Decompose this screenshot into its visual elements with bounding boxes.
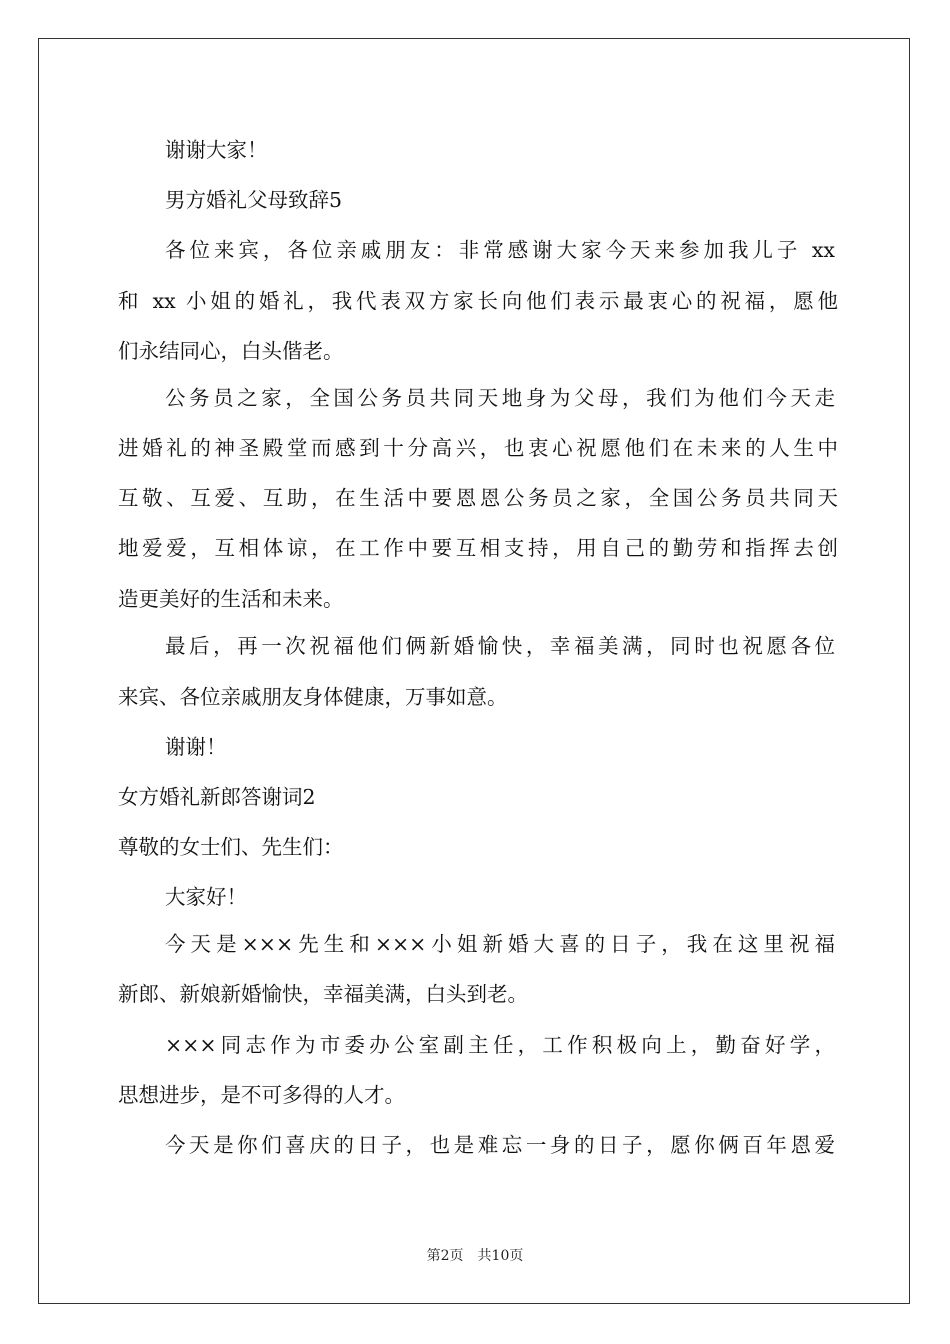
page-total: 共10页 [477,1248,524,1264]
text-line: ×××同志作为市委办公室副主任，工作积极向上，勤奋好学， [165,1033,835,1057]
text-line: 们永结同心，白头偕老。 [118,339,344,363]
text-line: 各位来宾，各位亲戚朋友：非常感谢大家今天来参加我儿子 xx [165,238,835,262]
text-line: 和 xx 小姐的婚礼，我代表双方家长向他们表示最衷心的祝福，愿他 [118,289,838,313]
text-line: 地爱爱，互相体谅，在工作中要互相支持，用自己的勤劳和指挥去创 [118,536,838,560]
text-line: 思想进步，是不可多得的人才。 [118,1083,405,1107]
text-line: 今天是×××先生和×××小姐新婚大喜的日子，我在这里祝福 [165,932,835,956]
text-line: 尊敬的女士们、先生们： [118,835,344,859]
text-line: 互敬、互爱、互助，在生活中要恩恩公务员之家，全国公务员共同天 [118,486,838,510]
page-border [38,38,910,1304]
section-heading: 男方婚礼父母致辞5 [165,188,343,212]
text-line: 来宾、各位亲戚朋友身体健康，万事如意。 [118,685,508,709]
text-line: 新郎、新娘新婚愉快，幸福美满，白头到老。 [118,982,528,1006]
text-line: 公务员之家，全国公务员共同天地身为父母，我们为他们今天走 [165,386,835,410]
text-line: 大家好！ [165,885,247,909]
text-line: 谢谢！ [165,735,227,759]
page-number: 第2页 [426,1248,464,1264]
text-line: 进婚礼的神圣殿堂而感到十分高兴，也衷心祝愿他们在未来的人生中 [118,436,838,460]
section-heading: 女方婚礼新郎答谢词2 [118,785,316,809]
text-line: 最后，再一次祝福他们俩新婚愉快，幸福美满，同时也祝愿各位 [165,634,835,658]
text-line: 今天是你们喜庆的日子，也是难忘一身的日子，愿你俩百年恩爱 [165,1133,835,1157]
text-line: 谢谢大家！ [165,138,268,162]
text-line: 造更美好的生活和未来。 [118,587,344,611]
page-footer [0,1246,950,1266]
